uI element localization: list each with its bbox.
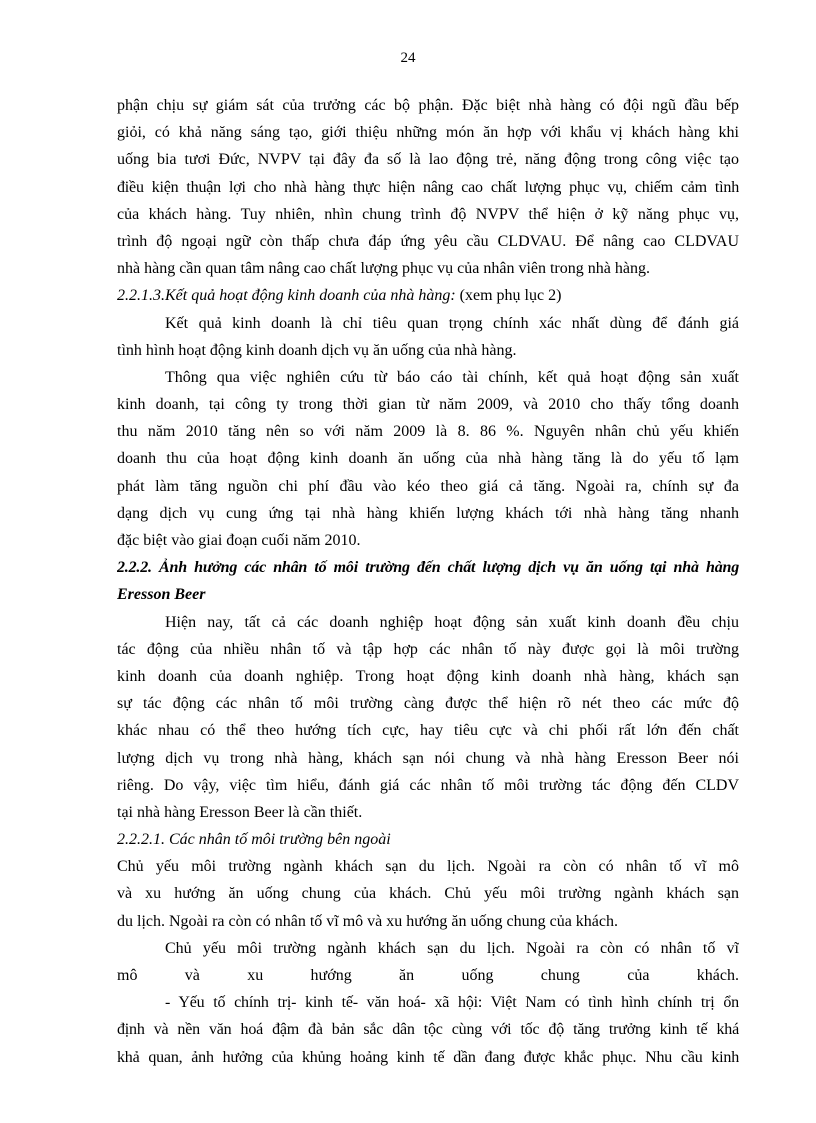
heading-text: 2.2.1.3.Kết quả hoạt động kinh doanh của nhà hàng: [117,287,456,305]
text-line: uống bia tươi Đức, NVPV tại đây đa số là lao động trẻ, năng động trong công việc tạo [117,151,739,169]
text-line: lượng dịch vụ trong nhà hàng, khách sạn nói chung và nhà hàng Eresson Beer nói [117,749,739,767]
text-line: mô và xu hướng ăn uống chung của khách. [117,967,739,984]
text-line: Hiện nay, tất cả các doanh nghiệp hoạt động sản xuất kinh doanh đều chịu [165,613,739,631]
text-line: thu năm 2010 tăng nên so với năm 2009 là 8. 86 %. Nguyên nhân chủ yếu khiến [117,423,739,441]
text-line: tại nhà hàng Eresson Beer là cần thiết. [117,803,363,821]
text-line: Kết quả kinh doanh là chỉ tiêu quan trọng chính xác nhất dùng để đánh giá [165,314,739,332]
text-line: Chủ yếu môi trường ngành khách sạn du lịch. Ngoài ra còn có nhân tố vĩ [165,939,739,957]
section-heading-2-2-2-1: 2.2.2.1. Các nhân tố môi trường bên ngoài [117,831,391,849]
section-heading-2-2-2-cont: Eresson Beer [117,586,206,604]
text-line: doanh thu của hoạt động kinh doanh ăn uống của nhà hàng tăng là do yếu tố lạm [117,450,739,468]
text-line: Thông qua việc nghiên cứu từ báo cáo tài chính, kết quả hoạt động sản xuất [165,368,739,386]
text-line: phận chịu sự giám sát của trưởng các bộ phận. Đặc biệt nhà hàng có đội ngũ đầu bếp [117,97,739,114]
text-line: sự tác động các nhân tố môi trường càng được thể hiện rõ nét theo các mức độ [117,695,739,713]
text-line: kinh doanh của doanh nghiệp. Trong hoạt động kinh doanh nhà hàng, khách sạn [117,667,739,685]
text-line: giỏi, có khả năng sáng tạo, giới thiệu những món ăn hợp với khẩu vị khách hàng khi [117,124,739,142]
text-line: trình độ ngoại ngữ còn thấp chưa đáp ứng yêu cầu CLDVAU. Để nâng cao CLDVAU [117,232,739,250]
text-line: kinh doanh, tại công ty trong thời gian từ năm 2009, và 2010 cho thấy tổng doanh [117,396,739,414]
text-line: điều kiện thuận lợi cho nhà hàng thực hiện nâng cao chất lượng phục vụ, chiếm cảm tình [117,178,739,196]
section-heading-2-2-2: 2.2.2. Ảnh hưởng các nhân tố môi trường đến chất lượng dịch vụ ăn uống tại nhà hàng [117,559,739,577]
text-line: và xu hướng ăn uống chung của khách. Chủ yếu môi trường ngành khách sạn [117,885,739,903]
text-line: riêng. Do vậy, việc tìm hiểu, đánh giá các nhân tố môi trường tác động đến CLDV [117,776,739,794]
text-line: tác động của nhiều nhân tố và tập hợp các nhân tố này được gọi là môi trường [117,640,739,658]
page-number: 24 [400,50,416,66]
text-line: du lịch. Ngoài ra còn có nhân tố vĩ mô và xu hướng ăn uống chung của khách. [117,912,619,930]
text-line: Chủ yếu môi trường ngành khách sạn du lịch. Ngoài ra còn có nhân tố vĩ mô [117,858,739,876]
text-line: của khách hàng. Tuy nhiên, nhìn chung trình độ NVPV thể hiện ở kỹ năng phục vụ, [117,205,739,223]
text-line: phát làm tăng nguồn chi phí đầu vào kéo theo giá cả tăng. Ngoài ra, chính sự đa [117,477,739,495]
text-line: dạng dịch vụ cung ứng tại nhà hàng khiến lượng khách tới nhà hàng tăng nhanh [117,504,739,522]
text-line: nhà hàng cần quan tâm nâng cao chất lượng phục vụ của nhân viên trong nhà hàng. [117,260,650,278]
text-line: - Yếu tố chính trị- kinh tế- văn hoá- xã hội: Việt Nam có tình hình chính trị ổn [165,994,739,1012]
appendix-reference: (xem phụ lục 2) [455,287,562,305]
text-line: khác nhau có thể theo hướng tích cực, hay tiêu cực và chi phối rất lớn đến chất [117,722,739,740]
section-heading-2-2-1-3 [117,282,739,309]
text-line: đặc biệt vào giai đoạn cuối năm 2010. [117,532,361,549]
text-line: tình hình hoạt động kinh doanh dịch vụ ăn uống của nhà hàng. [117,341,517,359]
text-line: định và nền văn hoá đậm đà bản sắc dân tộc cùng với tốc độ tăng trưởng kinh tế khá [117,1021,739,1039]
body-text [117,92,739,1071]
text-line: khả quan, ảnh hưởng của khủng hoảng kinh tế dần đang được khắc phục. Nhu cầu kinh [117,1048,739,1066]
